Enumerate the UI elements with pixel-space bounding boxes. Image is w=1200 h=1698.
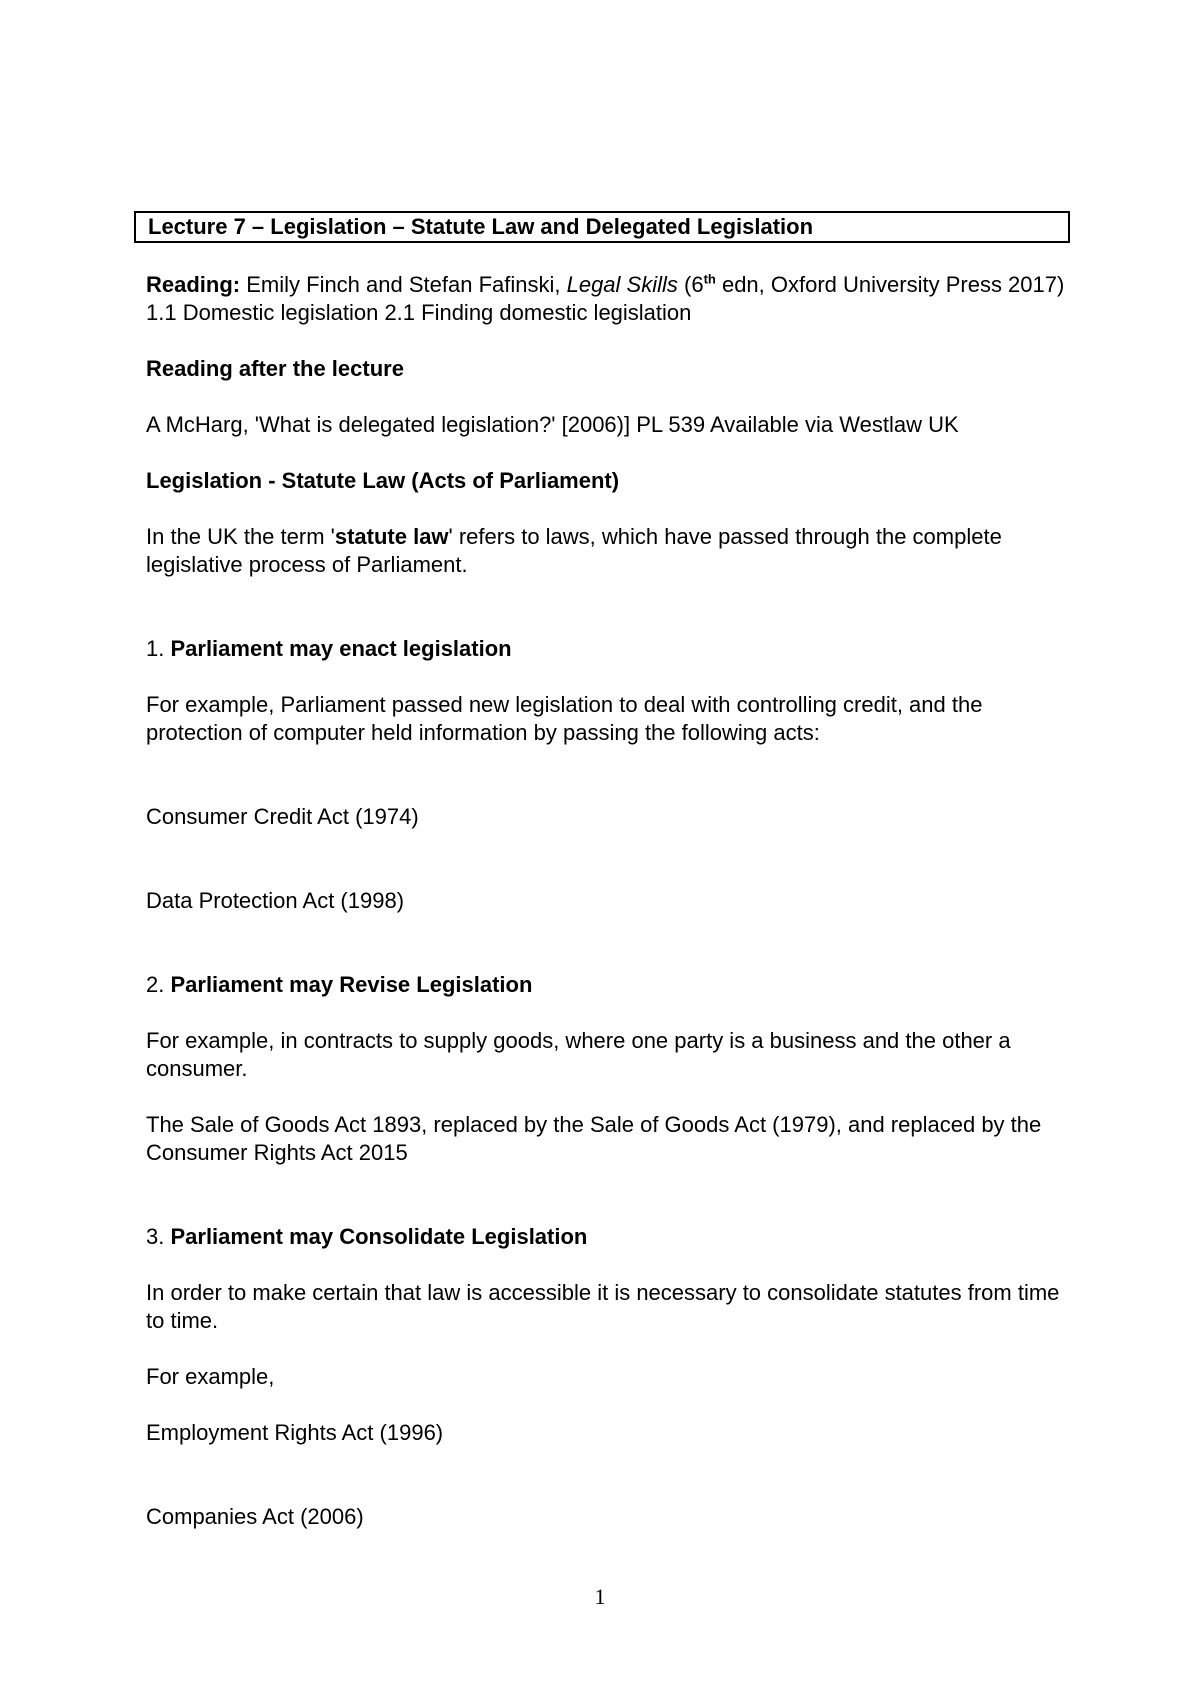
reading-label: Reading: [146, 272, 241, 297]
section-3-title: Parliament may Consolidate Legislation [170, 1224, 588, 1249]
section-2-title: Parliament may Revise Legislation [170, 972, 533, 997]
section-1-text: For example, Parliament passed new legislation to deal with controlling credit, and the protection of computer held information by passing the following acts: [146, 692, 983, 745]
act-consumer-credit: Consumer Credit Act (1974) [146, 804, 419, 829]
section-3-number: 3. [146, 1224, 171, 1249]
reading-text-1: Emily Finch and Stefan Fafinski, [240, 272, 567, 297]
section-2-number: 2. [146, 972, 171, 997]
reading-after-heading: Reading after the lecture [146, 356, 404, 381]
page-number: 1 [594, 1584, 606, 1609]
statute-law-term: statute law [334, 524, 449, 549]
reading-after-text: A McHarg, 'What is delegated legislation?' [2006)] PL 539 Available via Westlaw UK [146, 412, 959, 437]
section-1-title: Parliament may enact legislation [170, 636, 512, 661]
section-2-text-2: The Sale of Goods Act 1893, replaced by the Sale of Goods Act (1979), and replaced by the Consumer Rights Act 2015 [146, 1112, 1042, 1165]
statute-law-heading: Legislation - Statute Law (Acts of Parliament) [146, 468, 620, 493]
act-employment-rights: Employment Rights Act (1996) [146, 1420, 444, 1445]
section-2-text-1: For example, in contracts to supply goods, where one party is a business and the other a consumer. [146, 1028, 1011, 1081]
reading-paragraph [146, 271, 1076, 327]
statute-intro-text-1: In the UK the term ' [146, 524, 335, 549]
reading-text-2: (6 [677, 272, 704, 297]
statute-intro-text-2: ' refers to laws, which have passed through the complete legislative process of Parliament. [146, 524, 1002, 577]
reading-superscript: th [703, 271, 716, 287]
reading-text-3: edn, Oxford University Press 2017) 1.1 Domestic legislation 2.1 Finding domestic legislation [146, 272, 1065, 325]
section-3-text-2: For example, [146, 1364, 275, 1389]
section-3-text-1: In order to make certain that law is accessible it is necessary to consolidate statutes from time to time. [146, 1280, 1060, 1333]
section-1-heading [146, 635, 1076, 663]
statute-law-intro [146, 523, 1076, 579]
section-3-heading [146, 1223, 1076, 1251]
section-2-heading [146, 971, 1076, 999]
section-1-number: 1. [146, 636, 171, 661]
act-data-protection: Data Protection Act (1998) [146, 888, 405, 913]
lecture-title: Lecture 7 – Legislation – Statute Law and Delegated Legislation [134, 211, 1070, 243]
act-companies: Companies Act (2006) [146, 1504, 364, 1529]
reading-book-title: Legal Skills [566, 272, 678, 297]
